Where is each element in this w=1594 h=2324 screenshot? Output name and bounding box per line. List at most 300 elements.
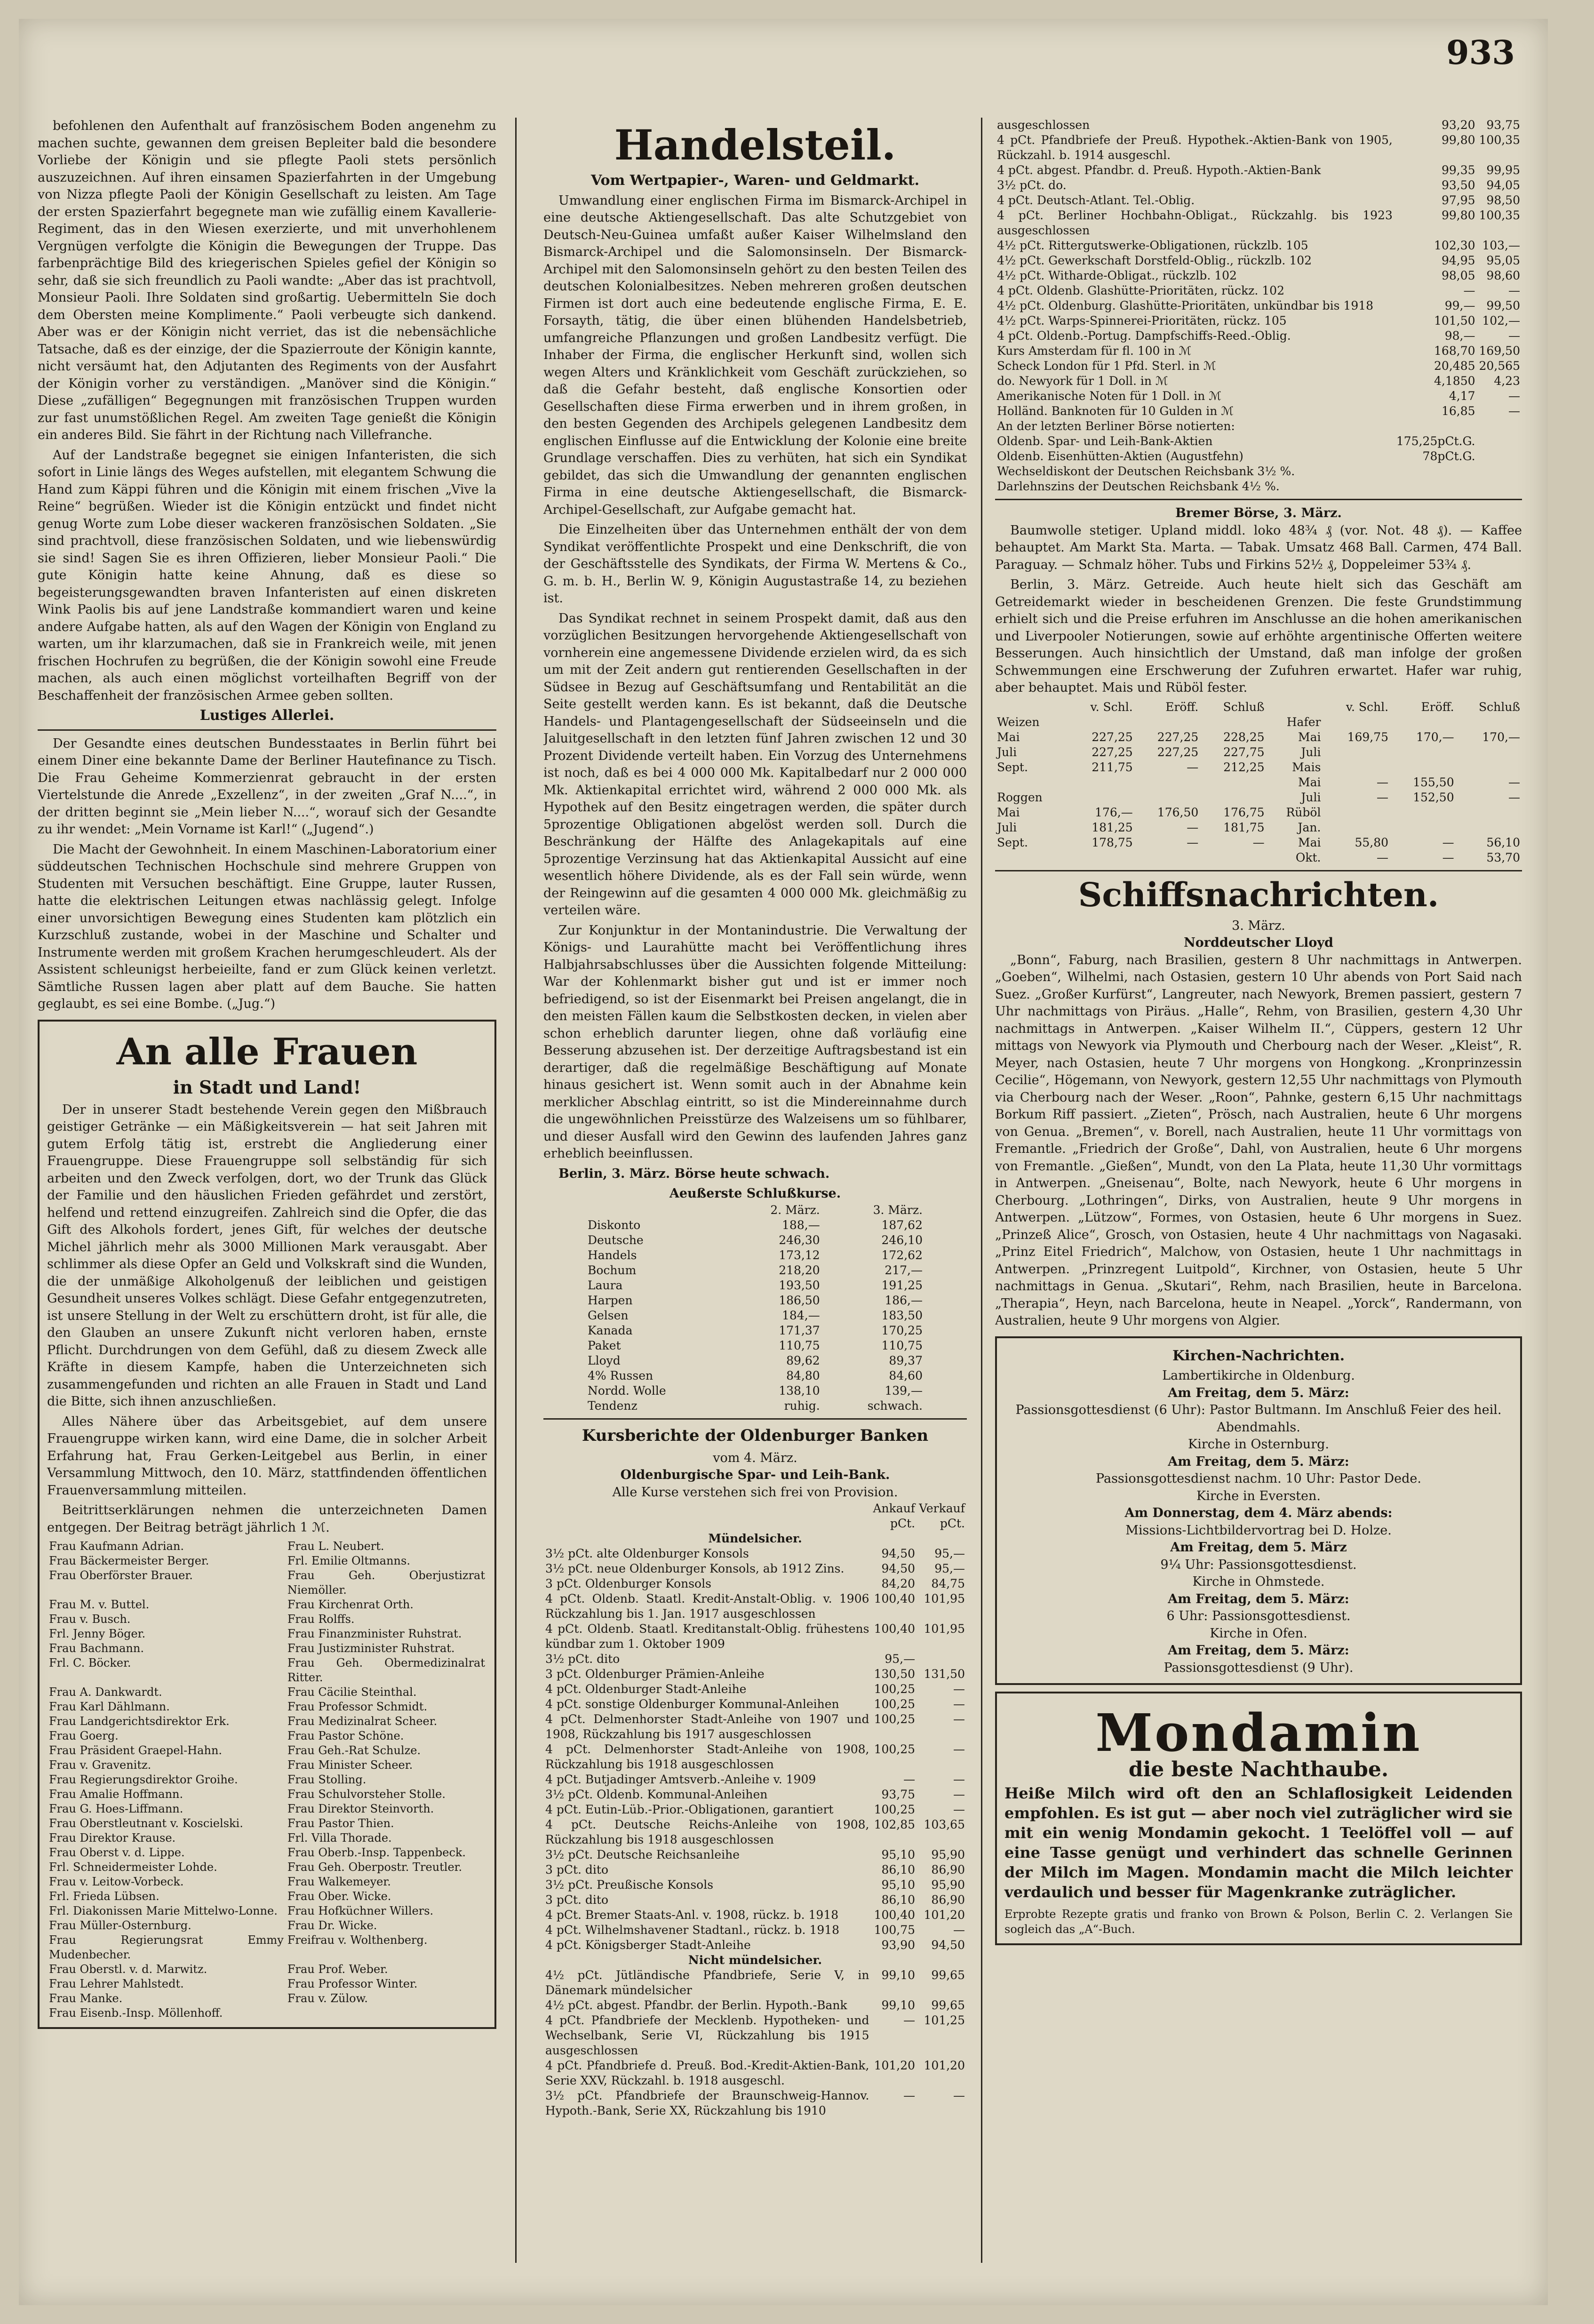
kurs-row-cell: 95,90 bbox=[931, 1848, 965, 1861]
kurs-row-cell: Darlehnszins der Deutschen Reichsbank 4½ %. bbox=[997, 479, 1280, 493]
kurs-row-cell: 94,50 bbox=[931, 1938, 965, 1952]
kurs-row-cell: 4½ pCt. abgest. Pfandbr. der Berlin. Hypoth.-Bank bbox=[545, 1998, 847, 2012]
ship-news-title: Schiffsnachrichten. bbox=[1078, 875, 1439, 914]
bourse-row-cell: Gelsen bbox=[588, 1308, 629, 1322]
kurs-row-cell: — bbox=[953, 1697, 965, 1711]
kurs-row-cell: 4 pCt. Pfandbriefe der Mecklenb. Hypotheken- und Wechselbank, Serie VI, Rückzahlung bis 1915 ausgeschlossen bbox=[545, 2013, 869, 2057]
member-row bbox=[47, 1554, 487, 1568]
frauen-paragraph: Alles Nähere über das Arbeitsgebiet, auf dem unsere Frauengruppe wirken kann, wird eine Dame, die in solcher Arbeit Erfahrung hat, Frau Gerken-Leitgebel aus Berlin, in einer Versammlung Mittwoch, den 10. März, stattfindenden öffentlichen Frauenversammlung mitteilen. bbox=[47, 1414, 487, 1498]
grain-table bbox=[995, 700, 1522, 865]
church-news-line: 6 Uhr: Passionsgottesdienst. bbox=[1166, 1609, 1351, 1623]
bourse-row bbox=[586, 1353, 925, 1368]
kurs-row-cell: 3 pCt. Oldenburger Konsols bbox=[545, 1577, 711, 1590]
grain-row bbox=[995, 730, 1522, 745]
kurs-row-cell: 86,10 bbox=[881, 1893, 916, 1907]
bourse-row-cell: Laura bbox=[588, 1278, 623, 1292]
kurs-row-cell: 93,50 bbox=[1441, 178, 1475, 192]
kurs-row-cell bbox=[1477, 449, 1522, 464]
grain-col-header: Eröff. bbox=[1421, 700, 1454, 714]
kurs-row bbox=[543, 1667, 967, 1682]
ship-news-paragraph: „Bonn“, Faburg, nach Brasilien, gestern 8 Uhr nachmittags in Antwerpen. „Goeben“, Wilhelmi, nach Ostasien, gestern 10 Uhr abends von Port Said nach Suez. „Großer Kurfürst“, Langreuter, nach Newyork, Bremen passiert, gestern 7 Uhr nachmittags von Piräus. „Halle“, Rehm, von Brasilien, gestern 4,30 Uhr nachmittags in Antwerpen. „Kaiser Wilhelm II.“, Cüppers, gestern 12 Uhr mittags von Newyork via Plymouth und Cherbourg nach der Weser. „Kleist“, R. Meyer, nach Ostasien, heute 7 Uhr morgens von Hongkong. „Kronprinzessin Cecilie“, Högemann, von Newyork, gestern 12,55 Uhr nachmittags von Plymouth via Cherbourg nach der Weser. „Roon“, Pahnke, gestern 6,15 Uhr nachmittags Borkum Riff passiert. „Zieten“, Prösch, nach Australien, heute 6 Uhr morgens von Genua. „Bremen“, v. Borell, nach Australien, heute 11 Uhr vormittags von Fremantle. „Friedrich der Große“, Dahl, von Australien, heute 6 Uhr morgens von Fremantle. „Gießen“, Mundt, von den La Plata, heute 11,30 Uhr vormittags in Antwerpen. „Gneisenau“, Bolte, nach Newyork, heute 6 Uhr morgens in Cherbourg. „Lothringen“, Dirks, von Australien, heute 9 Uhr morgens in Antwerpen. „Lützow“, Formes, von Ostasien, heute 6 Uhr morgens in Suez. „Prinzeß Alice“, Grosch, von Ostasien, heute 4 Uhr nachmittags von Nagasaki. „Prinz Eitel Friedrich“, Malchow, von Ostasien, heute 1 Uhr nachmittags in Antwerpen. „Prinzregent Luitpold“, Kirchner, von Ostasien, heute 5 Uhr nachmittags in Genua. „Skutari“, Rehm, nach Brasilien, heute in Barcelona. „Therapia“, Heyn, nach Barcelona, heute in Neapel. „Yorck“, Randermann, von Australien, heute 9 Uhr morgens von Algier. bbox=[995, 952, 1522, 1328]
bourse-row-cell: 139,— bbox=[885, 1383, 923, 1398]
story-paragraph: befohlenen den Aufenthalt auf französischem Boden angenehm zu machen suchte, gewannen dem greisen Bepleiter bald die besondere Vorliebe der Königin und sie pflegte Paoli stets persönlich auszuzeichnen. Auf ihren einsamen Spazierfahrten in der Umgebung von Nizza pflegte Paoli der Königin Gesellschaft zu leisten. Am Tage der ersten Spazierfahrt begegnete man wie zufällig einem Kavallerie-Regiment, das in den Wiesen exerzierte, und mit unverhohlenem Vergnügen verfolgte die Königin die Bewegungen der Truppe. Das farbenprächtige Bild des kriegerischen Spieles gefiel der Königin so sehr, daß sie sich freundlich zu Paoli wandte: „Aber das ist prachtvoll, Monsieur Paoli. Ihre Soldaten sind großartig. Uebermitteln Sie doch dem Obersten meine Komplimente.“ Paoli verbeugte sich dankend. Aber was er der Königin nicht verriet, das ist die nebensächliche Tatsache, daß es der einzige, der die Spazierroute der Königin kannte, nicht versäumt hat, den Adjutanten des Regiments von der Ausfahrt der Königin vorher zu verständigen. „Manöver sind die Königin.“ Diese „zufälligen“ Begegnungen mit französischen Truppen wurden zur fast unumstößlichen Regel. Am zweiten Tage genießt die Königin ein anderes Bild. Sie fährt in der Richtung nach Villefranche. bbox=[38, 119, 496, 442]
kurs-row-cell: 4½ pCt. Rittergutswerke-Obligationen, rückzlb. 105 bbox=[997, 239, 1308, 252]
kurs-row-cell: 169,50 bbox=[1479, 344, 1520, 358]
market-paragraph: Zur Konjunktur in der Montanindustrie. Die Verwaltung der Königs- und Laurahütte macht bei Veröffentlichung ihres Halbjahrsabschlusses über die Aussichten folgende Mitteilung: War der Kohlenmarkt bisher gut und ist er immer noch befriedigend, so ist der Eisenmarkt bei Preisen angelangt, die in den meisten Fällen kaum die Selbstkosten decken, in vielen aber schon erheblich darunter liegen, ohne daß vorläufig eine Besserung abzusehen ist. Der derzeitige Auftragsbestand ist ein derartiger, daß die regelmäßige Beschäftigung auf Monate hinaus gesichert ist. Wenn somit auch in der Abnahme kein merklicher Abschlag eintritt, so ist die Mindereinnahme durch die ungewöhnlichen Preisstürze des Walzeisens um so fühlbarer, und dieser Ausfall wird den Gewinn des laufenden Jahres ganz erheblich beeinflussen. bbox=[543, 923, 967, 1161]
grain-row-cell bbox=[1323, 760, 1390, 775]
bourse-subheading: Aeußerste Schlußkurse. bbox=[669, 1186, 841, 1201]
grain-col-header: Eröff. bbox=[1165, 700, 1199, 714]
kurs-row bbox=[543, 1546, 967, 1561]
grain-row-cell: Mais bbox=[1292, 760, 1321, 774]
grain-col-header: Schluß bbox=[1223, 700, 1265, 714]
member-name: Frau Kaufmann Adrian. bbox=[49, 1540, 184, 1553]
member-row bbox=[47, 1918, 487, 1933]
kurs-row-cell: 99,35 bbox=[1441, 163, 1475, 177]
grain-row-cell bbox=[1135, 790, 1201, 805]
member-name: Frau Oberstleutnant v. Koscielski. bbox=[49, 1817, 243, 1830]
bourse-row-cell: 89,37 bbox=[889, 1353, 923, 1367]
kurs-row-cell: 4½ pCt. Witharde-Obligat., rückzlb. 102 bbox=[997, 269, 1237, 282]
grain-row-cell bbox=[995, 775, 1067, 790]
member-name: Frau Medizinalrat Scheer. bbox=[287, 1715, 438, 1728]
member-name: Frl. Frieda Lübsen. bbox=[49, 1890, 159, 1903]
kurs-row bbox=[543, 2088, 967, 2118]
handelsteil-subtitle: Vom Wertpapier-, Waren- und Geldmarkt. bbox=[590, 172, 920, 189]
grain-row-cell: 211,75 bbox=[1092, 760, 1133, 774]
grain-row bbox=[995, 715, 1522, 730]
member-row bbox=[47, 1641, 487, 1656]
member-name: Frau Cäcilie Steinthal. bbox=[287, 1685, 417, 1699]
market-paragraph: Umwandlung einer englischen Firma im Bismarck-Archipel in eine deutsche Aktiengesellschaft. Das alte Schutzgebiet von Deutsch-Neu-Guinea umfaßt außer Kaiser Wilhelmsland den Bismarck-Archipel und die Salomonsinseln. Der Bismarck-Archipel mit den Salomonsinseln gehört zu den besten Teilen des deutschen Kolonialbesitzes. Neben mehreren großen deutschen Firmen ist dort auch eine bedeutende englische Firma, E. E. Forsayth, tätig, die über einen blühenden Handelsbetrieb, umfangreiche Pflanzungen und großen Landbesitz verfügt. Die Inhaber der Firma, die englischer Herkunft sind, wollen sich wegen Alters und Kränklichkeit vom Geschäft zurückziehen, so daß die Gefahr besteht, daß englische Konsortien oder Gesellschaften diese Firma erwerben und in ihrem großen, in den besten Gegenden des Archipels gelegenen Landbesitz dem englischen Einflusse auf die Entwicklung der Kolonie eine breite Grundlage verschaffen. Dies zu verhüten, hat sich ein Syndikat gebildet, das sich die Umwandlung der genannten englischen Firma in eine deutsche Aktiengesellschaft, die Bismarck-Archipel-Gesellschaft, zur Aufgabe gemacht hat. bbox=[543, 193, 967, 517]
bourse-row-cell: 217,— bbox=[885, 1263, 923, 1277]
grain-row-cell: 227,25 bbox=[1092, 730, 1133, 744]
kurs-row-cell: ausgeschlossen bbox=[997, 118, 1090, 132]
grain-row-cell bbox=[1135, 775, 1201, 790]
kurs-row-cell: 95,10 bbox=[881, 1848, 916, 1861]
member-row bbox=[47, 1714, 487, 1729]
kurs-row-cell: 101,25 bbox=[924, 2013, 965, 2027]
bourse-row-cell: 186,50 bbox=[779, 1293, 820, 1307]
kurs-row-cell: 100,25 bbox=[874, 1682, 916, 1696]
kurs-row-cell: 130,50 bbox=[874, 1667, 916, 1681]
divider bbox=[995, 870, 1522, 871]
bourse-row bbox=[586, 1218, 925, 1233]
kurs-row bbox=[543, 1802, 967, 1817]
member-name: Frau Dr. Wicke. bbox=[287, 1919, 377, 1932]
member-name: Frau Geh. Oberjustizrat Niemöller. bbox=[287, 1569, 485, 1597]
kurs-row-cell: 95,— bbox=[934, 1547, 965, 1560]
kurs-row bbox=[995, 268, 1522, 283]
market-paragraph: Das Syndikat rechnet in seinem Prospekt damit, daß aus den vorzüglichen Besitzungen hervorgehende Aktiengesellschaft von vornherein eine angemessene Dividende erzielen wird, da es sich um mit der Zeit andern gut rentierenden Gesellschaften in der Südsee in Bezug auf Geschäftsumfang und Rentabilität an die Seite gestellt werden kann. Es ist bekannt, daß die Deutsche Handels- und Plantagengesellschaft der Südseeinseln und die Jaluitgesellschaft in den letzten fünf Jahren zwischen 12 und 30 Prozent Dividende verteilt haben. Ein Vorzug des Unternehmens ist noch, daß es bei 4 000 000 Mk. Kapitalbedarf nur 2 000 000 Mk. Aktienkapital errichtet wird, während 2 000 000 Mk. als Hypothek auf den Besitz eingetragen werden, die später durch 5prozentige Obligationen abgelöst werden soll. Durch die Beschränkung der Hälfte des Anlagekapitals auf eine 5prozentige Verzinsung hat das Aktienkapital Aussicht auf eine wesentlich höhere Dividende, als es der Fall sein würde, wenn der Reingewinn auf die gesamten 4 000 000 Mk. gleichmäßig zu verteilen wäre. bbox=[543, 611, 967, 918]
bourse-row bbox=[586, 1263, 925, 1278]
kurs-row-cell: 4,17 bbox=[1449, 389, 1475, 403]
member-name: Frau Präsident Graepel-Hahn. bbox=[49, 1744, 223, 1757]
kurs-row bbox=[543, 2013, 967, 2058]
kurs-row-cell: — bbox=[1508, 389, 1520, 403]
kurs-row bbox=[543, 2058, 967, 2088]
frauen-paragraph: Beitrittserklärungen nehmen die unterzeichneten Damen entgegen. Der Beitrag beträgt jährlich 1 ℳ. bbox=[47, 1503, 487, 1535]
kurs-row-cell: 100,35 bbox=[1479, 208, 1520, 222]
member-row bbox=[47, 1787, 487, 1802]
grain-row-cell: Jan. bbox=[1298, 820, 1321, 834]
kurs-row-cell: 94,50 bbox=[881, 1547, 916, 1560]
kurs-row-cell: 4 pCt. Berliner Hochbahn-Obligat., Rückzahlg. bis 1923 ausgeschlossen bbox=[997, 208, 1393, 237]
kurs-col-header: Ankauf bbox=[873, 1501, 916, 1515]
kurs-row-cell: 98,50 bbox=[1486, 193, 1520, 207]
grain-row-cell bbox=[1200, 775, 1266, 790]
kurs-row-cell: 4 pCt. Pfandbriefe d. Preuß. Bod.-Kredit-Aktien-Bank, Serie XXV, Rückzahl. b. 1918 ausgeschl. bbox=[545, 2059, 869, 2087]
kurs-row bbox=[543, 1908, 967, 1923]
grain-row-cell: — bbox=[1377, 790, 1389, 804]
kurs-row-cell: 94,95 bbox=[1441, 254, 1475, 267]
grain-row-cell: Mai bbox=[1298, 835, 1321, 849]
member-row bbox=[47, 2006, 487, 2021]
grain-row-cell: 53,70 bbox=[1486, 850, 1520, 864]
bourse-row-cell: 246,30 bbox=[779, 1233, 820, 1247]
grain-row-cell bbox=[1135, 715, 1201, 730]
kurs-row bbox=[995, 163, 1522, 178]
member-name: Frau v. Gravenitz. bbox=[49, 1758, 151, 1772]
kurs-row bbox=[543, 1862, 967, 1877]
kurs-row bbox=[543, 1576, 967, 1591]
kurs-row-cell: — bbox=[1508, 284, 1520, 297]
grain-row-cell bbox=[1200, 790, 1266, 805]
kurs-row-cell: 4 pCt. Deutsche Reichs-Anleihe von 1908, Rückzahlung bis 1918 ausgeschlossen bbox=[545, 1818, 869, 1846]
grain-row-cell bbox=[1067, 715, 1135, 730]
kurs-row-cell: 4 pCt. Oldenburger Stadt-Anleihe bbox=[545, 1682, 747, 1696]
kurs-row-cell: 16,85 bbox=[1441, 404, 1475, 418]
newspaper-page bbox=[19, 19, 1548, 2305]
grain-row-cell: 176,75 bbox=[1223, 805, 1265, 819]
kurs-row-cell: An der letzten Berliner Börse notierten: bbox=[997, 419, 1235, 433]
church-news-line: Missions-Lichtbildervortrag bei D. Holze. bbox=[1125, 1523, 1392, 1538]
kurs-row-cell: — bbox=[953, 1788, 965, 1801]
member-name: Frau Goerg. bbox=[49, 1729, 119, 1742]
kurs-row-cell: 95,05 bbox=[1486, 254, 1520, 267]
bourse-table bbox=[586, 1203, 925, 1414]
member-name: Frau Geh. Oberpostr. Treutler. bbox=[287, 1861, 462, 1874]
grain-row-cell bbox=[1323, 805, 1390, 820]
member-row bbox=[47, 1743, 487, 1758]
bourse-row-cell: 188,— bbox=[782, 1218, 820, 1232]
bourse-row bbox=[586, 1368, 925, 1383]
kurs-row-cell: 78pCt.G. bbox=[1422, 449, 1475, 463]
grain-row-cell bbox=[1323, 715, 1390, 730]
kurs-row-cell: 99,50 bbox=[1486, 299, 1520, 312]
bourse-row-cell: Diskonto bbox=[588, 1218, 641, 1232]
grain-row-cell: Okt. bbox=[1295, 850, 1321, 864]
kurs-row-cell: 102,30 bbox=[1434, 239, 1475, 252]
kurs-row-cell: 4 pCt. Oldenb. Staatl. Kredit-Anstalt-Oblig. v. 1906 Rückzahlung bis 1. Jan. 1917 ausgeschlossen bbox=[545, 1592, 869, 1621]
kurs-row-cell: 100,35 bbox=[1479, 133, 1520, 147]
member-row bbox=[47, 1627, 487, 1641]
kurs-row-cell: — bbox=[903, 1773, 916, 1786]
grain-row-cell: 227,25 bbox=[1092, 745, 1133, 759]
member-name: Frau Regierungsrat Emmy Mudenbecher. bbox=[49, 1933, 284, 1961]
kurs-row-cell: 4 pCt. Deutsch-Atlant. Tel.-Oblig. bbox=[997, 193, 1195, 207]
church-news-line: Am Freitag, dem 5. März: bbox=[1168, 1643, 1349, 1658]
bourse-row-cell: 110,75 bbox=[881, 1338, 923, 1352]
member-name: Frau v. Leitow-Vorbeck. bbox=[49, 1875, 184, 1888]
member-name: Freifrau v. Wolthenberg. bbox=[287, 1933, 428, 1947]
member-name: Frl. Diakonissen Marie Mittelwo-Lonne. bbox=[49, 1904, 278, 1917]
frauen-title: An alle Frauen bbox=[116, 1030, 418, 1073]
column-rule bbox=[515, 118, 517, 2263]
grain-row-cell: 181,75 bbox=[1223, 820, 1265, 834]
kurs-row bbox=[543, 1621, 967, 1652]
member-name: Frau Bäckermeister Berger. bbox=[49, 1554, 209, 1567]
bourse-row-cell: 173,12 bbox=[779, 1248, 820, 1262]
kurs-row bbox=[995, 343, 1522, 359]
kurs-row-cell: 3½ pCt. Preußische Konsols bbox=[545, 1878, 714, 1892]
bourse-row-cell: Paket bbox=[588, 1338, 621, 1352]
kurs-row-cell: 100,25 bbox=[874, 1697, 916, 1711]
kurs-row bbox=[995, 404, 1522, 419]
kurs-row-cell: 4 pCt. sonstige Oldenburger Kommunal-Anleihen bbox=[545, 1697, 839, 1711]
bourse-row bbox=[586, 1338, 925, 1353]
kurs-row bbox=[995, 253, 1522, 268]
kursberichte-note: Alle Kurse verstehen sich frei von Provision. bbox=[612, 1485, 898, 1500]
grain-row-cell bbox=[1135, 850, 1201, 865]
kurs-row-cell: 86,90 bbox=[931, 1863, 965, 1877]
grain-row-cell: Weizen bbox=[997, 715, 1040, 729]
member-name: Frau Oberb.-Insp. Tappenbeck. bbox=[287, 1846, 466, 1859]
kurs-row-cell: — bbox=[903, 2089, 916, 2102]
grain-row-cell bbox=[1200, 850, 1266, 865]
member-name: Frau Bachmann. bbox=[49, 1642, 144, 1655]
grain-row-cell: 181,25 bbox=[1092, 820, 1133, 834]
member-name: Frau Minister Scheer. bbox=[287, 1758, 413, 1772]
kurs-row bbox=[543, 1591, 967, 1621]
church-news-line: Am Freitag, dem 5. März bbox=[1170, 1540, 1347, 1555]
member-name: Frau v. Busch. bbox=[49, 1613, 131, 1626]
bourse-row bbox=[586, 1398, 925, 1414]
grain-row-cell: 169,75 bbox=[1347, 730, 1389, 744]
members-table bbox=[47, 1539, 487, 2021]
grain-row-cell: 155,50 bbox=[1413, 775, 1454, 789]
church-news-line: 9¼ Uhr: Passionsgottesdienst. bbox=[1160, 1557, 1357, 1572]
bourse-row-cell: 4% Russen bbox=[588, 1368, 654, 1382]
bourse-row-cell: 193,50 bbox=[779, 1278, 820, 1292]
grain-row-cell: Hafer bbox=[1286, 715, 1321, 729]
mondamin-footer: Erprobte Rezepte gratis und franko von Brown & Polson, Berlin C. 2. Verlangen Sie sogleich das „A“-Buch. bbox=[1004, 1907, 1513, 1936]
grain-row-cell bbox=[995, 850, 1067, 865]
kurs-row bbox=[995, 328, 1522, 343]
mondamin-subtitle: die beste Nachthaube. bbox=[1128, 1757, 1389, 1781]
grain-row-cell: Sept. bbox=[997, 835, 1028, 849]
kurs-section-title: Nicht mündelsicher. bbox=[688, 1953, 822, 1967]
kurs-row-cell: 175,25pCt.G. bbox=[1396, 434, 1475, 448]
kurs-row-cell: 98,60 bbox=[1486, 269, 1520, 282]
kurs-row-cell: 99,10 bbox=[881, 1968, 916, 1982]
bourse-row-cell: 187,62 bbox=[881, 1218, 923, 1232]
kurs-row-cell: 3½ pCt. Deutsche Reichsanleihe bbox=[545, 1848, 740, 1861]
grain-row bbox=[995, 850, 1522, 865]
kurs-row bbox=[995, 419, 1522, 434]
kurs-row-cell: — bbox=[1508, 404, 1520, 418]
kurs-row-cell: 97,95 bbox=[1441, 193, 1475, 207]
grain-row-cell bbox=[1323, 820, 1390, 835]
kurs-row-cell: 4 pCt. Bremer Staats-Anl. v. 1908, rückz. b. 1918 bbox=[545, 1908, 839, 1922]
grain-row-cell: — bbox=[1442, 835, 1454, 849]
member-row bbox=[47, 1729, 487, 1743]
bourse-row bbox=[586, 1323, 925, 1338]
member-row bbox=[47, 1845, 487, 1860]
grain-row-cell: Juli bbox=[997, 820, 1017, 834]
grain-row-cell: 152,50 bbox=[1413, 790, 1454, 804]
grain-row-cell: — bbox=[1508, 775, 1520, 789]
member-name: Frl. Jenny Böger. bbox=[49, 1627, 146, 1640]
kurs-row-cell: 103,65 bbox=[924, 1818, 965, 1831]
funny-heading: Lustiges Allerlei. bbox=[199, 707, 335, 724]
kurs-row bbox=[995, 238, 1522, 253]
kurs-row-cell: 95,— bbox=[885, 1652, 916, 1666]
grain-row-cell bbox=[1456, 820, 1522, 835]
kurs-row-cell: 98,— bbox=[1444, 329, 1475, 343]
grain-row-cell: 170,— bbox=[1482, 730, 1520, 744]
bourse-row-cell: 138,10 bbox=[779, 1383, 820, 1398]
kurs-row-cell: 4 pCt. Königsberger Stadt-Anleihe bbox=[545, 1938, 751, 1952]
kurs-row-cell: — bbox=[953, 2089, 965, 2102]
member-row bbox=[47, 1831, 487, 1845]
kurs-row-cell: 101,20 bbox=[924, 1908, 965, 1922]
kurs-row-cell: 4 pCt. Delmenhorster Stadt-Anleihe von 1908, Rückzahlung bis 1918 ausgeschlossen bbox=[545, 1742, 869, 1771]
bourse-row-cell: 110,75 bbox=[779, 1338, 820, 1352]
grain-row bbox=[995, 775, 1522, 790]
member-name: Frau Walkemeyer. bbox=[287, 1875, 391, 1888]
kurs-row-cell: 131,50 bbox=[924, 1667, 965, 1681]
kurs-row-cell: 3½ pCt. do. bbox=[997, 178, 1067, 192]
kurs-row bbox=[543, 1682, 967, 1697]
member-name: Frau Eisenb.-Insp. Möllenhoff. bbox=[49, 2006, 223, 2020]
member-name: Frau Schulvorsteher Stolle. bbox=[287, 1788, 446, 1801]
member-name: Frl. Schneidermeister Lohde. bbox=[49, 1861, 217, 1874]
kurs-row-cell: Holländ. Banknoten für 10 Gulden in ℳ bbox=[997, 404, 1234, 418]
kurs-row-cell: 94,50 bbox=[881, 1562, 916, 1575]
kurs-row bbox=[543, 1847, 967, 1862]
grain-row-cell bbox=[1456, 715, 1522, 730]
grain-row-cell: — bbox=[1377, 850, 1389, 864]
kurs-row-cell bbox=[1395, 464, 1477, 479]
divider bbox=[995, 499, 1522, 500]
mondamin-body: Heiße Milch wird oft den an Schlaflosigkeit Leidenden empfohlen. Es ist gut — aber noch viel zuträglicher wird sie mit ein wenig Mondamin gekocht. 1 Teelöffel voll — auf eine Tasse genügt und verhindert das schnelle Gerinnen der Milch im Magen. Mondamin macht die Milch leichter verdaulich und besser für Magenkranke zuträglicher. bbox=[1004, 1784, 1513, 1901]
kurs-row-cell: 3½ pCt. Pfandbriefe der Braunschweig-Hannov. Hypoth.-Bank, Serie XX, Rückzahlung bis 1910 bbox=[545, 2089, 869, 2117]
member-row bbox=[47, 1816, 487, 1831]
page-number: 933 bbox=[1446, 33, 1515, 72]
kurs-row bbox=[543, 1923, 967, 1938]
kurs-row bbox=[995, 359, 1522, 374]
bourse-row-cell: 84,60 bbox=[889, 1368, 923, 1382]
kurs-row-cell: 84,20 bbox=[881, 1577, 916, 1590]
member-name: Frau Geh. Obermedizinalrat Ritter. bbox=[287, 1656, 485, 1684]
kurs-row-cell: 20,565 bbox=[1479, 359, 1520, 373]
bourse-row-cell: 246,10 bbox=[881, 1233, 923, 1247]
member-row bbox=[47, 1860, 487, 1875]
grain-row-cell: — bbox=[1187, 820, 1199, 834]
mondamin-title: Mondamin bbox=[1095, 1702, 1422, 1763]
kurs-row-cell bbox=[1477, 464, 1522, 479]
kurs-row-cell: 100,25 bbox=[874, 1803, 916, 1816]
kurs-row-cell: 98,05 bbox=[1441, 269, 1475, 282]
berlin-grain-paragraph: Berlin, 3. März. Getreide. Auch heute hielt sich das Geschäft am Getreidemarkt wieder in bescheidenen Grenzen. Die feste Grundstimmung erhielt sich und die Preise erfuhren im Anschlusse an die hohen amerikanischen und Liverpooler Notierungen, sowie auf erhöhte argentinische Offerten weitere Besserungen. Auch hinsichtlich der Umstand, daß man infolge der großen Schwemmungen eine Erschwerung der Zufuhren erwartet. Hafer war ruhig, aber behauptet. Mais und Rüböl fester. bbox=[995, 577, 1522, 695]
bremen-paragraph: Baumwolle stetiger. Upland middl. loko 48¾ ₰ (vor. Not. 48 ₰). — Kaffee behauptet. Am Markt Sta. Marta. — Tabak. Umsatz 468 Ball. Carmen, 474 Ball. Paraguay. — Schmalz höher. Tubs und Firkins 52½ ₰, Doppeleimer 53¾ ₰. bbox=[995, 523, 1522, 572]
kurs-row bbox=[543, 1652, 967, 1667]
church-news-line: Am Donnerstag, dem 4. März abends: bbox=[1124, 1506, 1393, 1520]
kurs-row-cell: 93,75 bbox=[881, 1788, 916, 1801]
member-name: Frau Stolling. bbox=[287, 1773, 367, 1786]
bourse-row-cell: 171,37 bbox=[779, 1323, 820, 1337]
grain-row-cell bbox=[1067, 775, 1135, 790]
member-row bbox=[47, 1773, 487, 1787]
kurs-row-cell: 84,75 bbox=[931, 1577, 965, 1590]
kurs-row-cell: 101,50 bbox=[1434, 314, 1475, 327]
kurs-row-cell: — bbox=[953, 1923, 965, 1937]
grain-row-cell: Roggen bbox=[997, 790, 1043, 804]
kurs-row-cell: 94,05 bbox=[1486, 178, 1520, 192]
kurs-row bbox=[543, 1817, 967, 1847]
kurs-row-cell: 4 pCt. Eutin-Lüb.-Prior.-Obligationen, garantiert bbox=[545, 1803, 834, 1816]
kurs-row-cell: 4½ pCt. Jütländische Pfandbriefe, Serie V, in Dänemark mündelsicher bbox=[545, 1968, 869, 1997]
bourse-row-cell: Deutsche bbox=[588, 1233, 644, 1247]
handelsteil-title: Handelsteil. bbox=[614, 120, 896, 169]
grain-row-cell: 56,10 bbox=[1486, 835, 1520, 849]
kurs-row-cell: — bbox=[953, 1712, 965, 1726]
kurs-row-cell: 4,1850 bbox=[1434, 374, 1475, 388]
kurs-row-cell: 100,40 bbox=[874, 1592, 916, 1605]
bourse-row-cell: 170,25 bbox=[881, 1323, 923, 1337]
member-name: Frau Karl Dählmann. bbox=[49, 1700, 170, 1713]
frauen-subtitle: in Stadt und Land! bbox=[173, 1076, 361, 1098]
member-name: Frau Justizminister Ruhstrat. bbox=[287, 1642, 455, 1655]
grain-row-cell: 176,50 bbox=[1157, 805, 1199, 819]
bourse-row bbox=[586, 1293, 925, 1308]
bourse-row-cell: 184,— bbox=[782, 1308, 820, 1322]
member-row bbox=[47, 1977, 487, 1991]
member-row bbox=[47, 1685, 487, 1700]
member-name: Frau Rolffs. bbox=[287, 1613, 355, 1626]
member-row bbox=[47, 1700, 487, 1714]
grain-row bbox=[995, 805, 1522, 820]
bourse-row bbox=[586, 1278, 925, 1293]
member-row bbox=[47, 1904, 487, 1918]
kurs-row-cell: 99,10 bbox=[881, 1998, 916, 2012]
member-row bbox=[47, 1568, 487, 1597]
grain-row-cell: Mai bbox=[1298, 730, 1321, 744]
kurs-row-cell: 3½ pCt. alte Oldenburger Konsols bbox=[545, 1547, 749, 1560]
kurs-row bbox=[995, 434, 1522, 449]
bourse-row bbox=[586, 1233, 925, 1248]
grain-row-cell: Juli bbox=[1301, 745, 1321, 759]
bourse-row-cell: Bochum bbox=[588, 1263, 637, 1277]
bourse-row bbox=[586, 1308, 925, 1323]
church-news-line: Passionsgottesdienst nachm. 10 Uhr: Pastor Dede. bbox=[1096, 1471, 1421, 1486]
kurs-row-cell: 99,65 bbox=[931, 1998, 965, 2012]
grain-row-cell: — bbox=[1377, 775, 1389, 789]
member-name: Frau Direktor Krause. bbox=[49, 1831, 176, 1845]
grain-row-cell bbox=[1067, 850, 1135, 865]
grain-row bbox=[995, 760, 1522, 775]
grain-col-header: Schluß bbox=[1478, 700, 1520, 714]
grain-row-cell: 228,25 bbox=[1223, 730, 1265, 744]
member-name: Frau Lehrer Mahlstedt. bbox=[49, 1977, 184, 1990]
kurs-row-cell: 3 pCt. dito bbox=[545, 1863, 609, 1877]
grain-row-cell bbox=[1390, 820, 1456, 835]
grain-row bbox=[995, 820, 1522, 835]
kurs-row bbox=[543, 1877, 967, 1893]
kurs-row-cell bbox=[1395, 479, 1477, 494]
church-news-line: Passionsgottesdienst (6 Uhr): Pastor Bultmann. Im Anschluß Feier des heil. Abendmahls. bbox=[1015, 1403, 1502, 1435]
